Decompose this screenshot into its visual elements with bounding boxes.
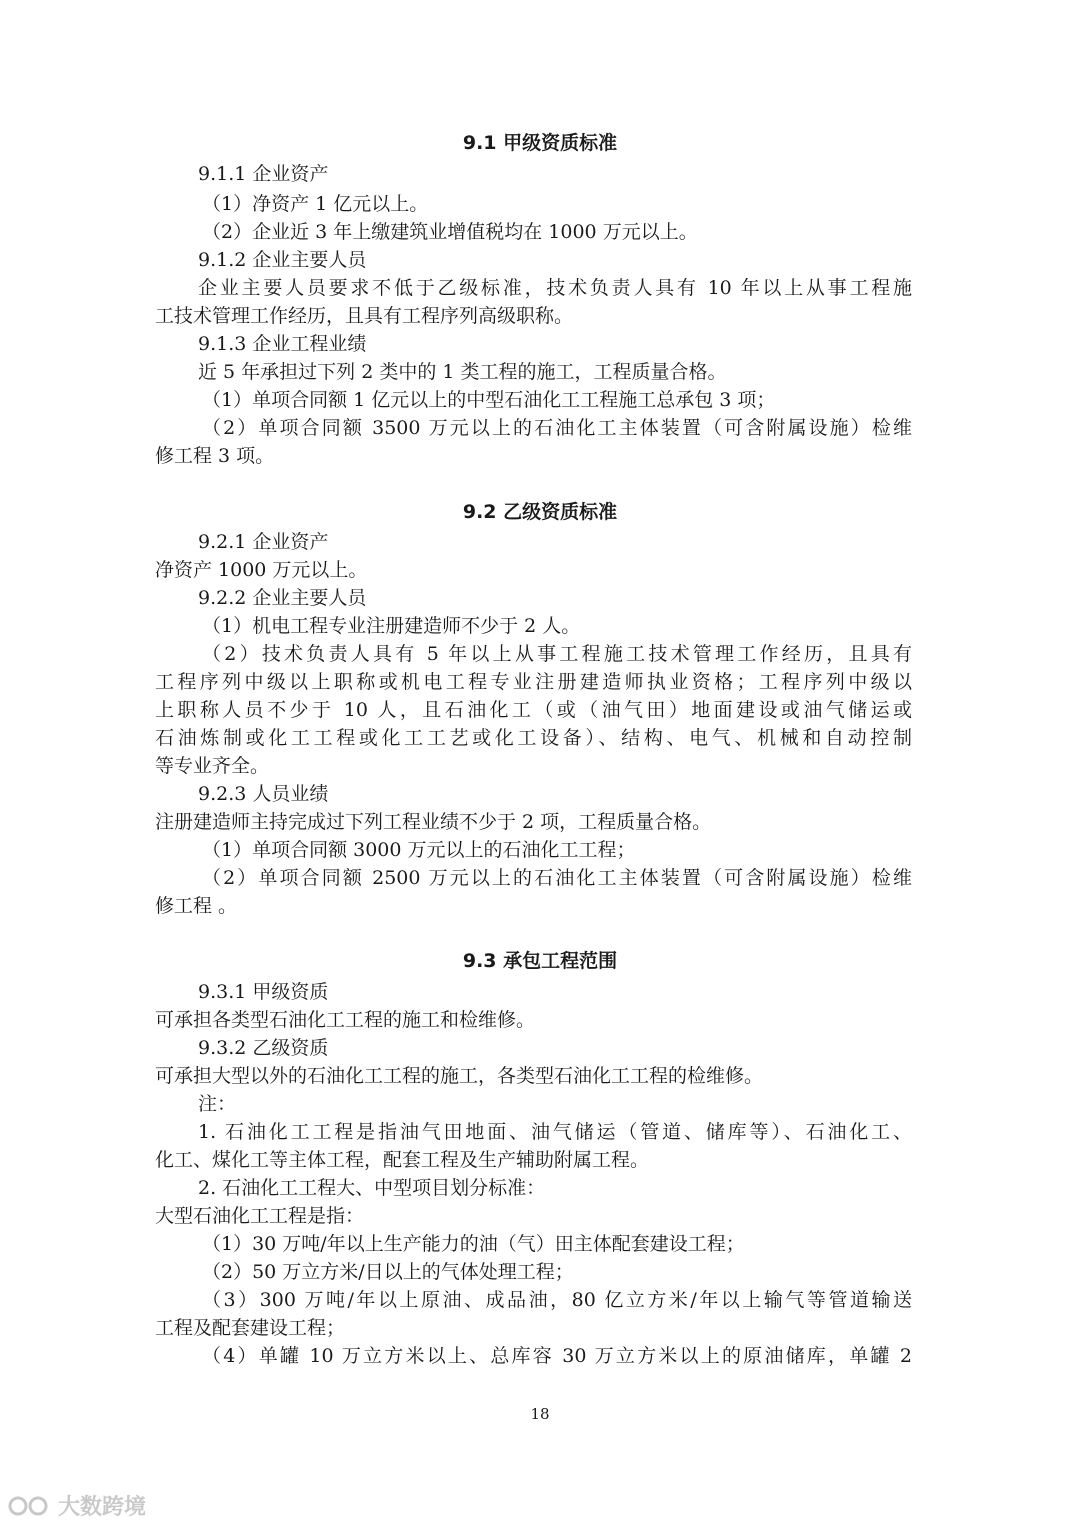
heading-9-1: 9.1 甲级资质标准 (462, 132, 618, 154)
text-line: （2）企业近 3 年上缴建筑业增值税均在 1000 万元以上。 (202, 221, 698, 243)
text-line: （2）技术负责人具有 5 年以上从事工程施工技术管理工作经历，且具有 (202, 643, 912, 665)
subheading-9-1-2: 9.1.2 企业主要人员 (198, 249, 367, 271)
text-line: 近 5 年承担过下列 2 类中的 1 类工程的施工，工程质量合格。 (198, 361, 727, 383)
text-line: 可承担各类型石油化工工程的施工和检维修。 (155, 1009, 536, 1031)
text-line: 石油炼制或化工工程或化工工艺或化工设备）、结构、电气、机械和自动控制 (155, 727, 912, 749)
note-label: 注： (198, 1093, 237, 1115)
subheading-9-3-2: 9.3.2 乙级资质 (198, 1037, 329, 1059)
text-line: 可承担大型以外的石油化工工程的施工，各类型石油化工工程的检维修。 (155, 1065, 764, 1087)
text-line: （1）净资产 1 亿元以上。 (202, 193, 429, 215)
text-line: 净资产 1000 万元以上。 (155, 559, 368, 581)
text-line: （4）单罐 10 万立方米以上、总库容 30 万立方米以上的原油储库，单罐 2 (202, 1345, 912, 1367)
text-line: 化工、煤化工等主体工程，配套工程及生产辅助附属工程。 (155, 1149, 650, 1171)
text-line: （1）单项合同额 3000 万元以上的石油化工工程； (202, 839, 636, 861)
subheading-9-2-2: 9.2.2 企业主要人员 (198, 587, 367, 609)
text-line: 2. 石油化工工程大、中型项目划分标准： (198, 1177, 546, 1199)
text-line: 企业主要人员要求不低于乙级标准，技术负责人具有 10 年以上从事工程施 (198, 277, 912, 299)
subheading-9-2-3: 9.2.3 人员业绩 (198, 783, 329, 805)
text-line: （2）单项合同额 2500 万元以上的石油化工主体装置（可含附属设施）检维 (202, 867, 912, 889)
heading-9-2: 9.2 乙级资质标准 (462, 501, 618, 523)
text-line: （1）单项合同额 1 亿元以上的中型石油化工工程施工总承包 3 项； (202, 389, 776, 411)
text-line: 修工程 3 项。 (155, 445, 275, 467)
text-line: （1）30 万吨/年以上生产能力的油（气）田主体配套建设工程； (202, 1233, 745, 1255)
heading-9-3: 9.3 承包工程范围 (462, 950, 618, 972)
text-line: 工程及配套建设工程； (155, 1317, 346, 1339)
page-number: 18 (530, 1405, 550, 1423)
text-line: 注册建造师主持完成过下列工程业绩不少于 2 项，工程质量合格。 (155, 811, 712, 833)
text-line: 修工程 。 (155, 895, 238, 917)
text-line: （3）300 万吨/年以上原油、成品油，80 亿立方米/年以上输气等管道输送 (202, 1289, 912, 1311)
text-line: （2）50 万立方米/日以上的气体处理工程； (202, 1261, 574, 1283)
text-line: 等专业齐全。 (155, 755, 270, 777)
watermark-logo-icon (8, 1494, 52, 1518)
text-line: 大型石油化工工程是指： (155, 1205, 365, 1227)
text-line: 工程序列中级以上职称或机电工程专业注册建造师执业资格；工程序列中级以 (155, 671, 912, 693)
text-line: （2）单项合同额 3500 万元以上的石油化工主体装置（可含附属设施）检维 (202, 417, 912, 439)
subheading-9-2-1: 9.2.1 企业资产 (198, 531, 329, 553)
text-line: （1）机电工程专业注册建造师不少于 2 人。 (202, 615, 581, 637)
watermark-text: 大数跨境 (58, 1495, 147, 1520)
text-line: 上职称人员不少于 10 人，且石油化工（或（油气田）地面建设或油气储运或 (155, 699, 912, 721)
subheading-9-1-3: 9.1.3 企业工程业绩 (198, 333, 367, 355)
text-line: 工技术管理工作经历，且具有工程序列高级职称。 (155, 305, 574, 327)
watermark (8, 1490, 146, 1521)
text-line: 1. 石油化工工程是指油气田地面、油气储运（管道、储库等）、石油化工、 (198, 1121, 912, 1143)
subheading-9-3-1: 9.3.1 甲级资质 (198, 981, 329, 1003)
subheading-9-1-1: 9.1.1 企业资产 (198, 163, 329, 185)
